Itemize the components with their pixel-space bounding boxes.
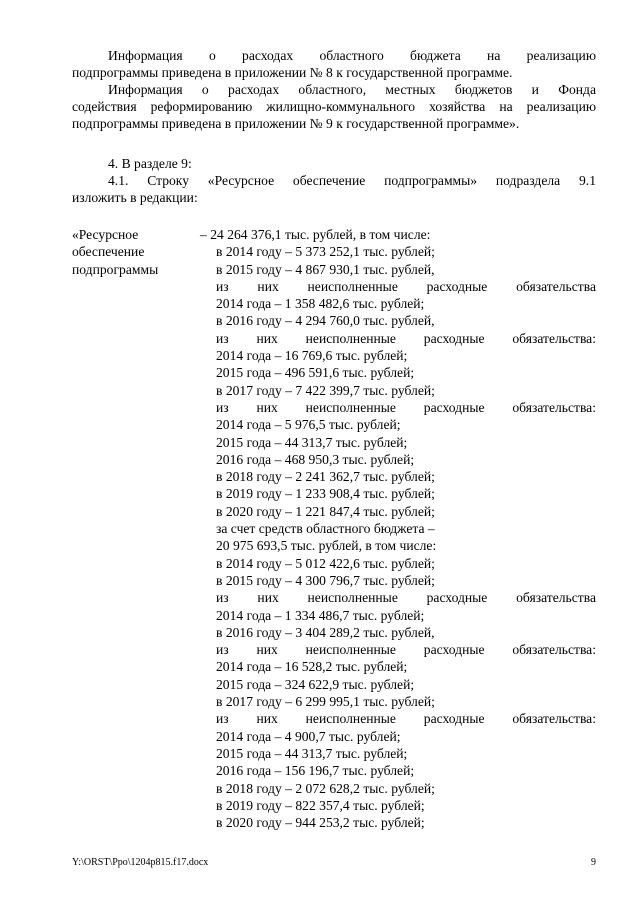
subsection-instruction — [72, 172, 596, 206]
value-row: в 2019 году – 1 233 908,4 тыс. рублей; — [216, 486, 435, 502]
resource-values — [200, 226, 596, 831]
intro-p2-line-3: подпрограммы приведена в приложении № 9 к государственной программе». — [72, 116, 520, 131]
resource-label-line: обеспечение — [72, 244, 145, 260]
section-heading — [72, 155, 596, 172]
value-row: 2014 года – 16 528,2 тыс. рублей; — [216, 659, 408, 675]
value-row: из них неисполненные расходные обязательства: — [216, 330, 596, 346]
value-row: 2014 года – 1 334 486,7 тыс. рублей; — [216, 607, 425, 623]
resource-label-line: подпрограммы — [72, 261, 159, 277]
value-row: в 2016 году – 3 404 289,2 тыс. рублей, — [216, 624, 435, 640]
intro-paragraph-1 — [72, 47, 596, 81]
value-row: в 2015 году – 4 867 930,1 тыс. рублей, — [216, 261, 435, 277]
value-row: в 2020 году – 1 221 847,4 тыс. рублей; — [216, 503, 435, 519]
resource-label — [72, 226, 192, 278]
intro-p2-line-2: содействия реформированию жилищно-коммунального хозяйства на реализацию — [72, 99, 596, 114]
value-row: в 2020 году – 944 253,2 тыс. рублей; — [216, 815, 425, 831]
section-heading-text: 4. В разделе 9: — [108, 156, 192, 171]
value-row: 2016 года – 468 950,3 тыс. рублей; — [216, 451, 415, 467]
value-row: из них неисполненные расходные обязательства: — [216, 642, 596, 658]
value-row: в 2014 году – 5 373 252,1 тыс. рублей; — [216, 244, 435, 260]
value-row: 20 975 693,5 тыс. рублей, в том числе: — [216, 538, 437, 554]
value-row: 2014 года – 4 900,7 тыс. рублей; — [216, 728, 401, 744]
value-row: в 2018 году – 2 241 362,7 тыс. рублей; — [216, 469, 435, 485]
value-row: 2016 года – 156 196,7 тыс. рублей; — [216, 763, 415, 779]
intro-p1-line-2: подпрограммы приведена в приложении № 8 к государственной программе. — [72, 65, 513, 80]
subsection-line-2: изложить в редакции: — [72, 190, 198, 205]
value-row: 2015 года – 44 313,7 тыс. рублей; — [216, 434, 408, 450]
value-row: 2015 года – 44 313,7 тыс. рублей; — [216, 745, 408, 761]
intro-p1-line-1: Информация о расходах областного бюджета на реализацию — [108, 48, 596, 63]
value-row: в 2019 году – 822 357,4 тыс. рублей; — [216, 797, 425, 813]
value-row: 2014 года – 16 769,6 тыс. рублей; — [216, 348, 408, 364]
intro-paragraph-2 — [72, 81, 596, 132]
value-row: в 2017 году – 6 299 995,1 тыс. рублей; — [216, 694, 435, 710]
value-row: за счет средств областного бюджета – — [216, 521, 435, 537]
value-row: 2015 года – 496 591,6 тыс. рублей; — [216, 365, 415, 381]
value-row: из них неисполненные расходные обязательства: — [216, 399, 596, 415]
value-row: в 2017 году – 7 422 399,7 тыс. рублей; — [216, 382, 435, 398]
value-row: 2015 года – 324 622,9 тыс. рублей; — [216, 676, 415, 692]
value-row: в 2015 году – 4 300 796,7 тыс. рублей; — [216, 572, 435, 588]
value-row: в 2018 году – 2 072 628,2 тыс. рублей; — [216, 780, 435, 796]
value-row: из них неисполненные расходные обязательства: — [216, 711, 596, 727]
footer-page-number: 9 — [591, 857, 596, 868]
value-row: из них неисполненные расходные обязательства — [216, 590, 596, 606]
value-row: в 2016 году – 4 294 760,0 тыс. рублей, — [216, 313, 435, 329]
value-row: в 2014 году – 5 012 422,6 тыс. рублей; — [216, 555, 435, 571]
resource-label-line: «Ресурсное — [72, 227, 139, 242]
value-row: из них неисполненные расходные обязательства — [216, 278, 596, 294]
value-row: 2014 года – 1 358 482,6 тыс. рублей; — [216, 296, 425, 312]
subsection-line-1: 4.1. Строку «Ресурсное обеспечение подпрограммы» подраздела 9.1 — [108, 173, 596, 188]
value-row: 2014 года – 5 976,5 тыс. рублей; — [216, 417, 401, 433]
value-row: – 24 264 376,1 тыс. рублей, в том числе: — [200, 227, 431, 242]
footer-file-path: Y:\ORST\Ppo\1204p815.f17.docx — [72, 857, 209, 868]
intro-p2-line-1: Информация о расходах областного, местных бюджетов и Фонда — [108, 82, 596, 97]
